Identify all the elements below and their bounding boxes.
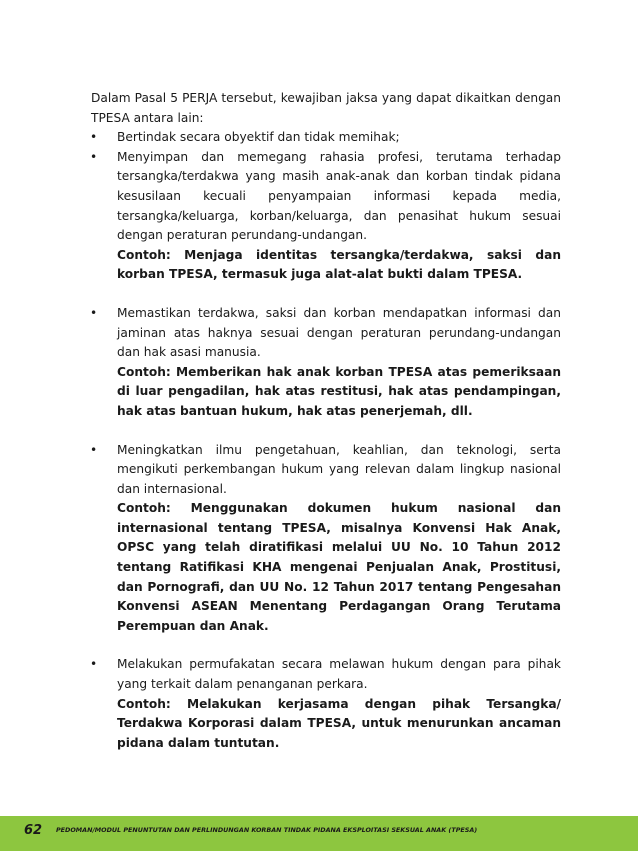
spacer: [91, 636, 561, 655]
example-text: Contoh: Melakukan kerjasama dengan pihak Tersangka/ Terdakwa Korporasi dalam TPESA, untuk menurunkan ancaman pidana dalam tuntutan.: [117, 696, 561, 750]
example-text: Contoh: Memberikan hak anak korban TPESA atas pemeriksaan di luar pengadilan, hak atas restitusi, hak atas pendampingan, hak atas bantuan hukum, hak atas penerjemah, dll.: [117, 364, 561, 418]
bullet-mark: •: [90, 442, 98, 457]
intro-paragraph: Dalam Pasal 5 PERJA tersebut, kewajiban jaksa yang dapat dikaitkan dengan TPESA antara lain:: [91, 91, 561, 125]
document-body: [91, 89, 561, 753]
list-item-text: Menyimpan dan memegang rahasia profesi, terutama terhadap tersangka/terdakwa yang masih anak-anak dan korban tindak pidana kesusilaan kecuali penyampaian informasi kepada media, tersangka/keluarga, korban/keluarga, dan penasihat hukum sesuai dengan peraturan perundang-undangan.: [117, 149, 561, 243]
list-item-text: Bertindak secara obyektif dan tidak memihak;: [117, 130, 400, 145]
bullet-mark: •: [90, 305, 98, 320]
list-item-text: Meningkatkan ilmu pengetahuan, keahlian, dan teknologi, serta mengikuti perkembangan hukum yang relevan dalam lingkup nasional dan internasional.: [117, 442, 561, 496]
spacer: [91, 422, 561, 441]
spacer: [91, 285, 561, 304]
bullet-mark: •: [90, 657, 98, 672]
list-item: [91, 148, 561, 285]
page-number: 62: [24, 823, 43, 838]
bullet-mark: •: [90, 149, 98, 164]
list-item: [91, 655, 561, 753]
list-item: [91, 128, 561, 148]
example-text: Contoh: Menjaga identitas tersangka/terdakwa, saksi dan korban TPESA, termasuk juga alat-alat bukti dalam TPESA.: [117, 247, 561, 282]
list-item-text: Melakukan permufakatan secara melawan hukum dengan para pihak yang terkait dalam penanganan perkara.: [117, 657, 561, 692]
list-item-text: Memastikan terdakwa, saksi dan korban mendapatkan informasi dan jaminan atas haknya sesuai dengan peraturan perundang-undangan dan hak asasi manusia.: [117, 305, 561, 360]
example-text: Contoh: Menggunakan dokumen hukum nasional dan internasional tentang TPESA, misalnya Konvensi Hak Anak, OPSC yang telah diratifikasi melalui UU No. 10 Tahun 2012 tentang Ratifikasi KHA mengenai Penjualan Anak, Prostitusi, dan Pornografi, dan UU No. 12 Tahun 2017 tentang Pengesahan Konvensi ASEAN Menentang Perdagangan Orang Terutama Perempuan dan Anak.: [117, 501, 561, 633]
bullet-mark: •: [90, 130, 98, 145]
list-item: [91, 304, 561, 422]
list-item: [91, 441, 561, 637]
footer-title: PEDOMAN/MODUL PENUNTUTAN DAN PERLINDUNGAN KORBAN TINDAK PIDANA EKSPLOITASI SEKSUAL ANAK (TPESA): [56, 826, 478, 834]
